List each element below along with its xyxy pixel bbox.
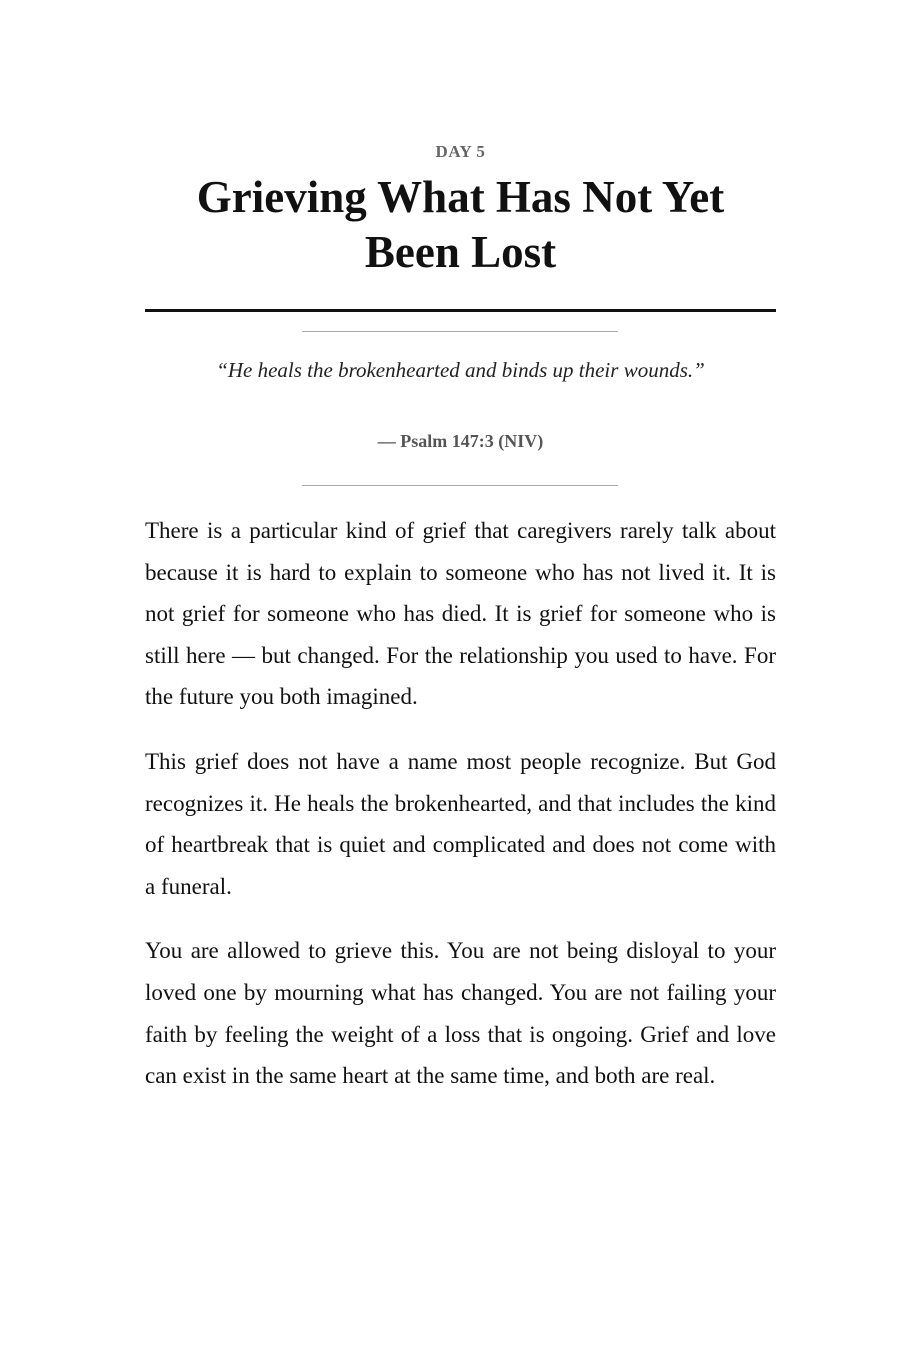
verse-divider-bottom xyxy=(302,485,618,486)
title-divider xyxy=(145,309,776,312)
scripture-verse: “He heals the brokenhearted and binds up their wounds.” xyxy=(216,358,705,382)
page-title: Grieving What Has Not Yet Been Lost xyxy=(196,172,725,277)
body-paragraph: You are allowed to grieve this. You are not being disloyal to your loved one by mourning what has changed. You are not failing your faith by feeling the weight of a loss that is ongoing. Grief and love can exist in the same heart at the same time, and both are real. xyxy=(145,938,776,1089)
devotional-body xyxy=(145,510,776,1120)
day-label: DAY 5 xyxy=(435,142,486,161)
body-paragraph: This grief does not have a name most people recognize. But God recognizes it. He heals the brokenhearted, and that includes the kind of heartbreak that is quiet and complicated and does not come with a funeral. xyxy=(145,748,776,899)
body-paragraph: There is a particular kind of grief that caregivers rarely talk about because it is hard to explain to someone who has not lived it. It is not grief for someone who has died. It is grief for someone who is still here — but changed. For the relationship you used to have. For the future you both imagined. xyxy=(145,518,776,710)
verse-divider-top xyxy=(302,331,618,332)
scripture-reference: — Psalm 147:3 (NIV) xyxy=(377,431,544,451)
